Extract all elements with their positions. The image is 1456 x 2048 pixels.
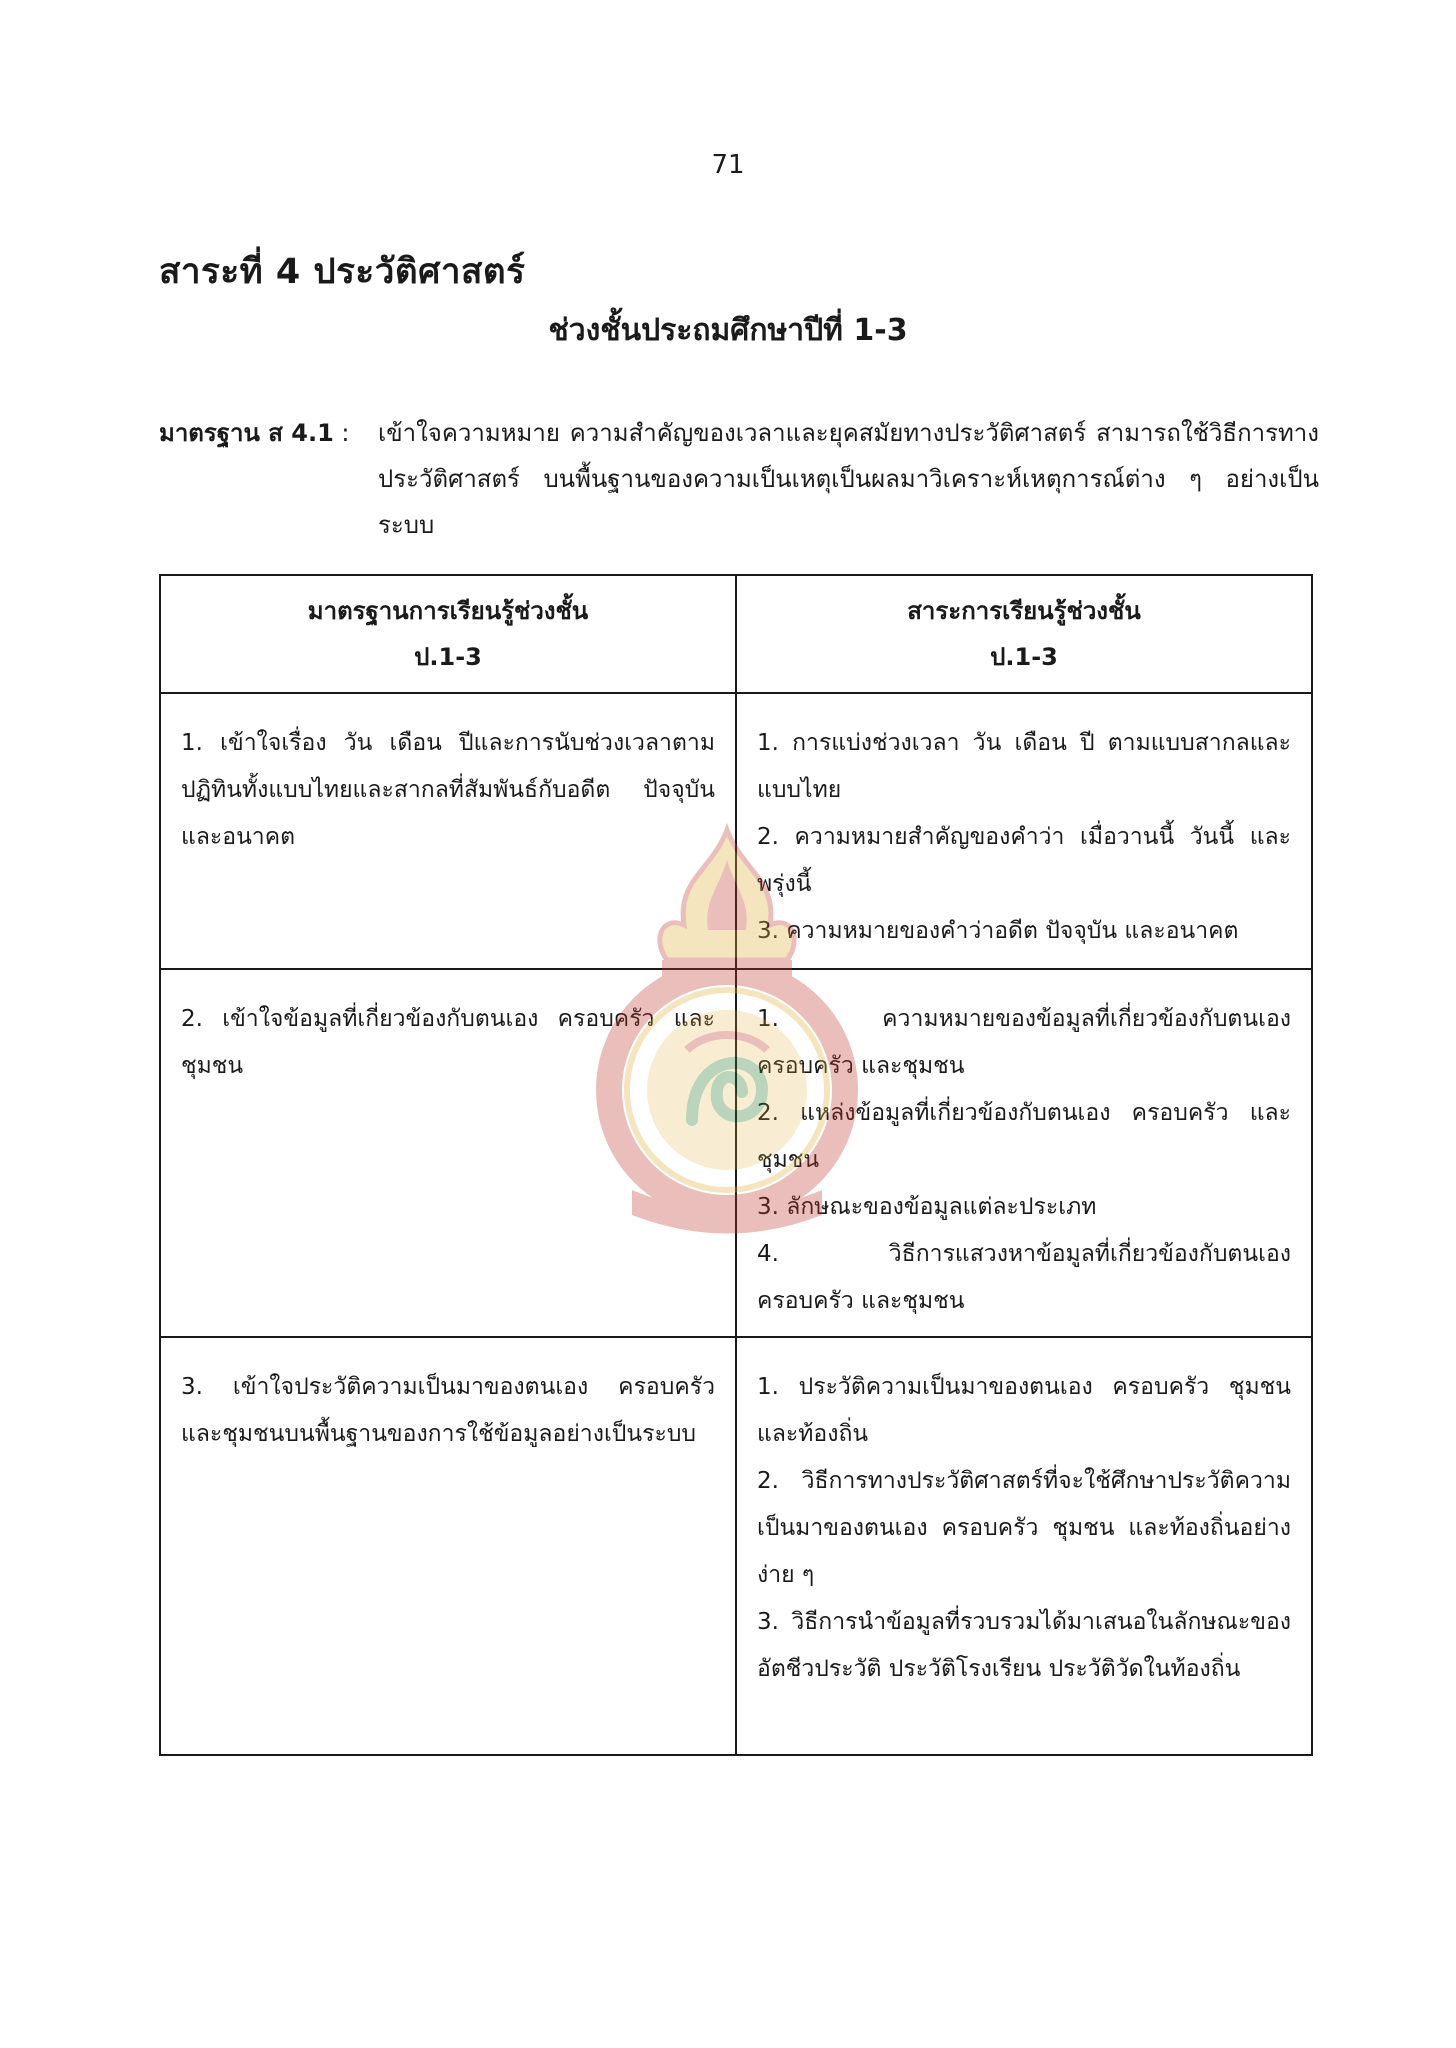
content-cell (736, 1337, 1312, 1755)
table-header-row (160, 575, 1312, 693)
standard-cell (160, 1337, 736, 1755)
content-cell (736, 969, 1312, 1337)
header-standards (160, 575, 736, 693)
content-item: 1. ความหมายของข้อมูลที่เกี่ยวข้องกับตนเอง ครอบครัว และชุมชน (757, 1006, 1291, 1079)
content-item: 1. ประวัติความเป็นมาของตนเอง ครอบครัว ชุมชน และท้องถิ่น (757, 1374, 1291, 1447)
content-item: 3. ความหมายของคำว่าอดีต ปัจจุบัน และอนาคต (757, 918, 1239, 944)
page-number: 71 (711, 150, 745, 180)
header-content-line1: สาระการเรียนรู้ช่วงชั้น (907, 597, 1141, 625)
standard-item: 3. เข้าใจประวัติความเป็นมาของตนเอง ครอบครัว และชุมชนบนพื้นฐานของการใช้ข้อมูลอย่างเป็นระบบ (181, 1374, 715, 1447)
header-standards-line2: ป.1-3 (414, 643, 482, 671)
standard-item: 2. เข้าใจข้อมูลที่เกี่ยวข้องกับตนเอง ครอบครัว และชุมชน (181, 1006, 715, 1079)
standard-text: เข้าใจความหมาย ความสำคัญของเวลาและยุคสมัยทางประวัติศาสตร์ สามารถใช้วิธีการทางประวัติศาสตร์ บนพื้นฐานของความเป็นเหตุเป็นผลมาวิเคราะห์เหตุการณ์ต่าง ๆ อย่างเป็นระบบ (378, 419, 1319, 539)
standard-statement (159, 410, 1319, 548)
table-row (160, 969, 1312, 1337)
content-item: 2. แหล่งข้อมูลที่เกี่ยวข้องกับตนเอง ครอบครัว และชุมชน (757, 1100, 1291, 1173)
strand-title: สาระที่ 4 ประวัติศาสตร์ (159, 252, 526, 292)
standard-code: มาตรฐาน ส 4.1 (159, 419, 334, 447)
content-cell (736, 693, 1312, 969)
header-content (736, 575, 1312, 693)
content-item: 3. ลักษณะของข้อมูลแต่ละประเภท (757, 1194, 1097, 1220)
standard-separator: : (341, 419, 350, 447)
standard-cell (160, 693, 736, 969)
standard-item: 1. เข้าใจเรื่อง วัน เดือน ปีและการนับช่วงเวลาตามปฏิทินทั้งแบบไทยและสากลที่สัมพันธ์กับอดีต ปัจจุบัน และอนาคต (181, 730, 715, 850)
level-title: ช่วงชั้นประถมศึกษาปีที่ 1-3 (548, 313, 908, 348)
content-item: 3. วิธีการนำข้อมูลที่รวบรวมได้มาเสนอในลักษณะของอัตชีวประวัติ ประวัติโรงเรียน ประวัติวัดในท้องถิ่น (757, 1609, 1291, 1682)
standard-label (159, 410, 350, 456)
header-content-line2: ป.1-3 (990, 643, 1058, 671)
standard-cell (160, 969, 736, 1337)
table-row (160, 1337, 1312, 1755)
header-standards-line1: มาตรฐานการเรียนรู้ช่วงชั้น (307, 597, 589, 625)
content-item: 2. ความหมายสำคัญของคำว่า เมื่อวานนี้ วันนี้ และพรุ่งนี้ (757, 824, 1291, 897)
content-item: 4. วิธีการแสวงหาข้อมูลที่เกี่ยวข้องกับตนเอง ครอบครัว และชุมชน (757, 1241, 1291, 1314)
table-row (160, 693, 1312, 969)
content-item: 1. การแบ่งช่วงเวลา วัน เดือน ปี ตามแบบสากลและแบบไทย (757, 730, 1291, 803)
curriculum-table (159, 574, 1313, 1756)
content-item: 2. วิธีการทางประวัติศาสตร์ที่จะใช้ศึกษาประวัติความเป็นมาของตนเอง ครอบครัว ชุมชน และท้องถิ่นอย่างง่าย ๆ (757, 1468, 1291, 1588)
